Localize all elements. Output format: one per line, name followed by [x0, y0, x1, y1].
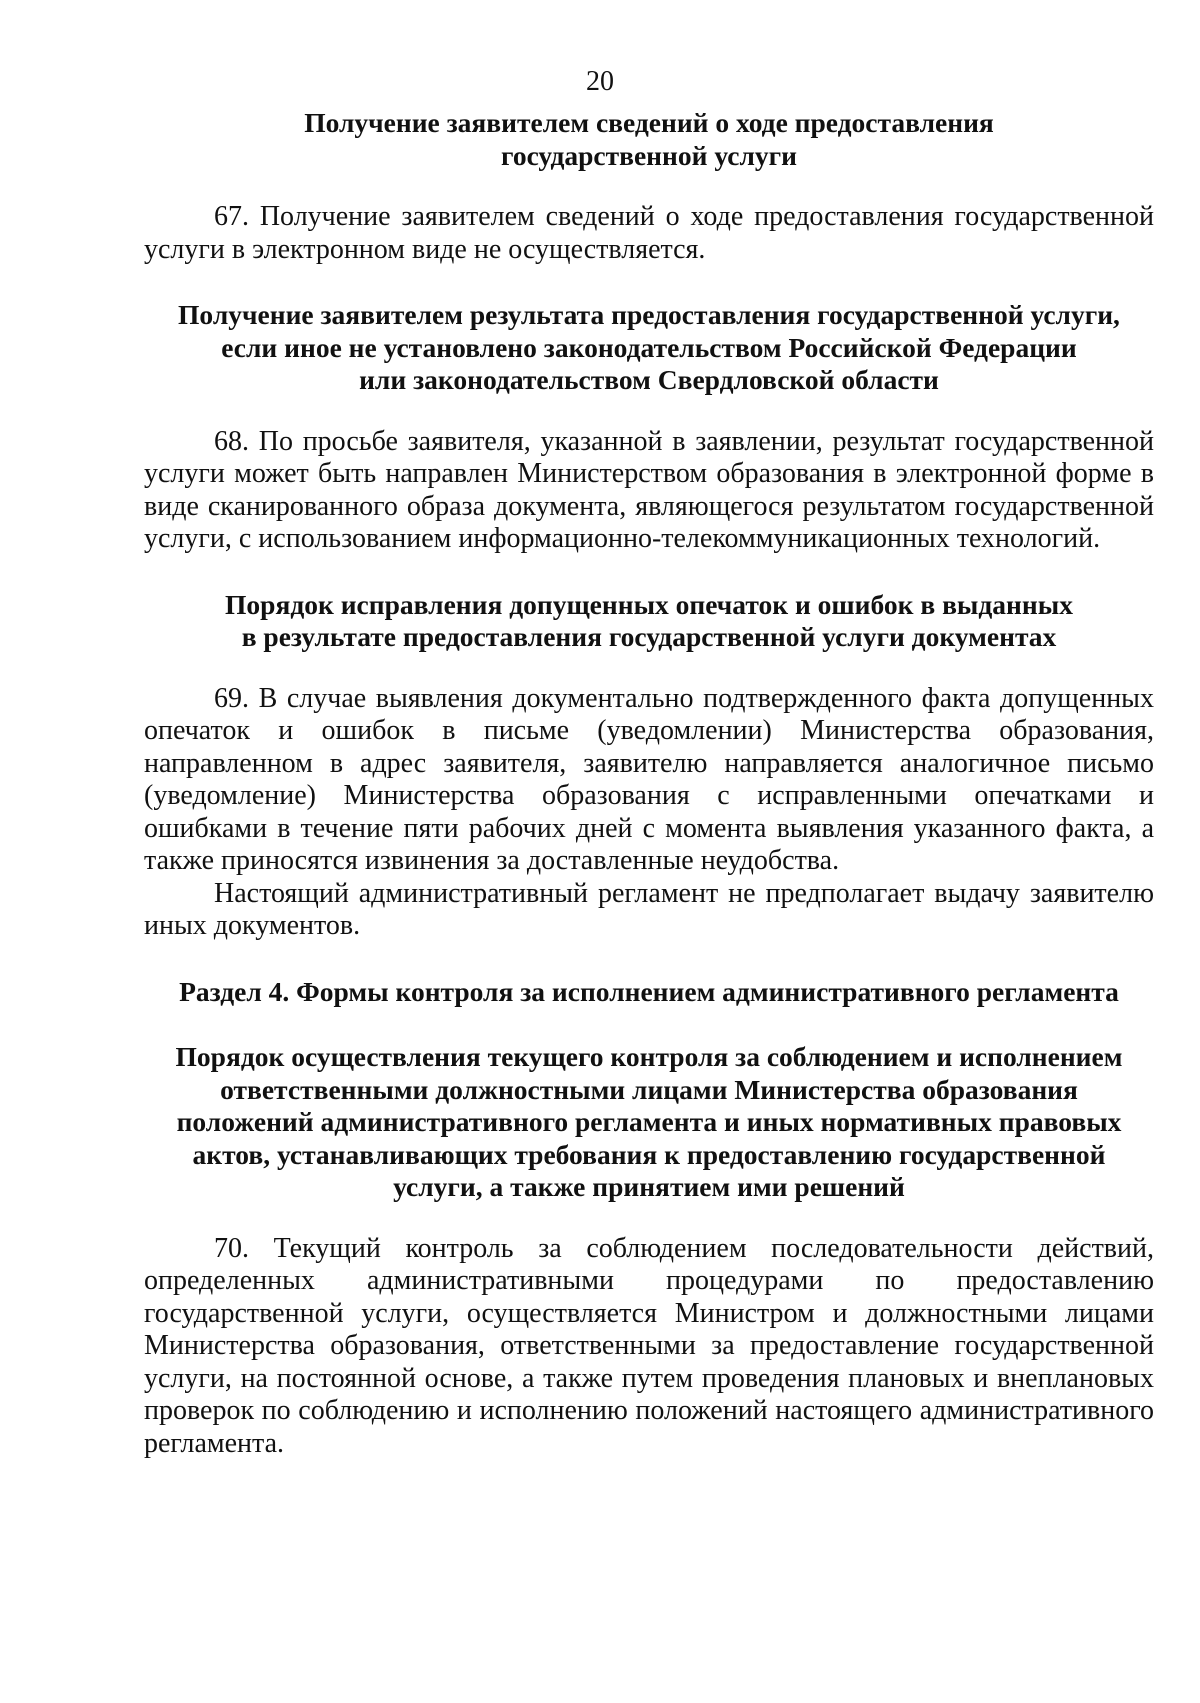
paragraph-no-other-documents: Настоящий административный регламент не предполагает выдачу заявителю иных документов. — [144, 877, 1154, 941]
page-number: 20 — [586, 66, 614, 97]
section-4-title: Раздел 4. Формы контроля за исполнением административного регламента — [179, 975, 1119, 1007]
heading-line: в результате предоставления государственной услуги документах — [241, 621, 1057, 652]
heading-correcting-errors — [144, 589, 1154, 654]
paragraph-68: 68. По просьбе заявителя, указанной в заявлении, результат государственной услуги может быть направлен Министерством образования в электронной форме в виде сканированного образа документа, являющегося результатом государственной услуги, с использованием информационно-телекоммуникационных технологий. — [144, 425, 1154, 554]
paragraph-69: 69. В случае выявления документально подтвержденного факта допущенных опечаток и ошибок в письме (уведомлении) Министерства образования, направленном в адрес заявителя, заявителю направляется аналогичное письмо (уведомление) Министерства образования с исправленными опечатками и ошибками в течение пяти рабочих дней с момента выявления указанного факта, а также приносятся извинения за доставленные неудобства. — [144, 682, 1154, 876]
heading-line: или законодательством Свердловской области — [359, 364, 939, 395]
heading-line: Порядок исправления допущенных опечаток и ошибок в выданных — [225, 588, 1073, 620]
paragraph-67: 67. Получение заявителем сведений о ходе предоставления государственной услуги в электронном виде не осуществляется. — [144, 201, 1154, 265]
heading-line: Получение заявителем результата предоставления государственной услуги, — [178, 299, 1120, 330]
heading-line: если иное не установлено законодательством Российской Федерации — [221, 331, 1077, 363]
heading-line: актов, устанавливающих требования к предоставлению государственной — [192, 1138, 1106, 1170]
heading-line: ответственными должностными лицами Министерства образования — [220, 1073, 1078, 1105]
heading-line: услуги, а также принятием ими решений — [393, 1171, 905, 1202]
heading-info-on-progress — [144, 107, 1154, 172]
heading-line: Получение заявителем сведений о ходе предоставления — [304, 107, 994, 138]
heading-current-control — [144, 1041, 1154, 1204]
heading-receiving-result — [144, 299, 1154, 397]
document-body — [144, 107, 1154, 1460]
heading-line: государственной услуги — [501, 139, 797, 171]
paragraph-70: 70. Текущий контроль за соблюдением последовательности действий, определенных административными процедурами по предоставлению государственной услуги, осуществляется Министром и должностными лицами Министерства образования, ответственными за предоставление государственной услуги, на постоянной основе, а также путем проведения плановых и внеплановых проверок по соблюдению и исполнению положений настоящего административного регламента. — [144, 1232, 1154, 1459]
heading-line: положений административного регламента и иных нормативных правовых — [176, 1106, 1122, 1137]
heading-line: Порядок осуществления текущего контроля за соблюдением и исполнением — [175, 1041, 1123, 1072]
